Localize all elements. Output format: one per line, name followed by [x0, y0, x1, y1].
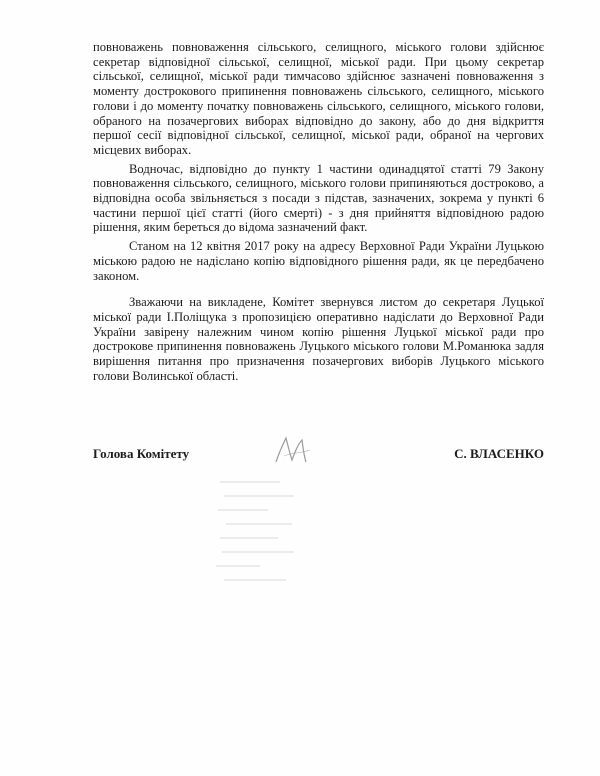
signature-title: Голова Комітету [93, 446, 190, 461]
paragraph-1: повноважень повноваження сільського, селищного, міського голови здійснює секретар відповідної сільської, селищної, міської ради. При цьому секретар сільської, селищної, міської ради тимчасово здійснює зазначені повноваження з моменту дострокового припинення повноважень сільського, селищного, міського голови і до моменту початку повноважень сільського, селищного, міського голови, обраного на позачергових виборах відповідно до закону, або до дня відкриття першої сесії відповідної сільської, селищної, міської ради, обраної на чергових місцевих виборах. [93, 40, 544, 157]
paragraph-4: Зважаючи на викладене, Комітет звернувся листом до секретаря Луцької міської ради І.Поліщука з пропозицією оперативно надіслати до Верховної Ради України завірену належним чином копію рішення Луцької міської ради про дострокове припинення повноважень Луцького міського голови М.Романюка задля вирішення питання про призначення позачергових виборів Луцького міського голови Волинської області. [93, 295, 544, 383]
paragraph-2: Водночас, відповідно до пункту 1 частини одинадцятої статті 79 Закону повноваження сільського, селищного, міського голови припиняються достроково, а відповідна особа звільняється з посади з підстав, зазначених, зокрема у пункті 6 частини першої цієї статті (його смерті) - з дня прийняття відповідною радою рішення, яким береться до відома зазначений факт. [93, 161, 544, 235]
faint-bleed-through [210, 475, 300, 595]
paragraph-3: Станом на 12 квітня 2017 року на адресу Верховної Ради України Луцькою міською радою не надіслано копію відповідного рішення ради, як це передбачено законом. [93, 239, 544, 283]
signature-block [93, 446, 544, 466]
signature-name: С. ВЛАСЕНКО [454, 446, 544, 461]
document-body [93, 40, 544, 383]
